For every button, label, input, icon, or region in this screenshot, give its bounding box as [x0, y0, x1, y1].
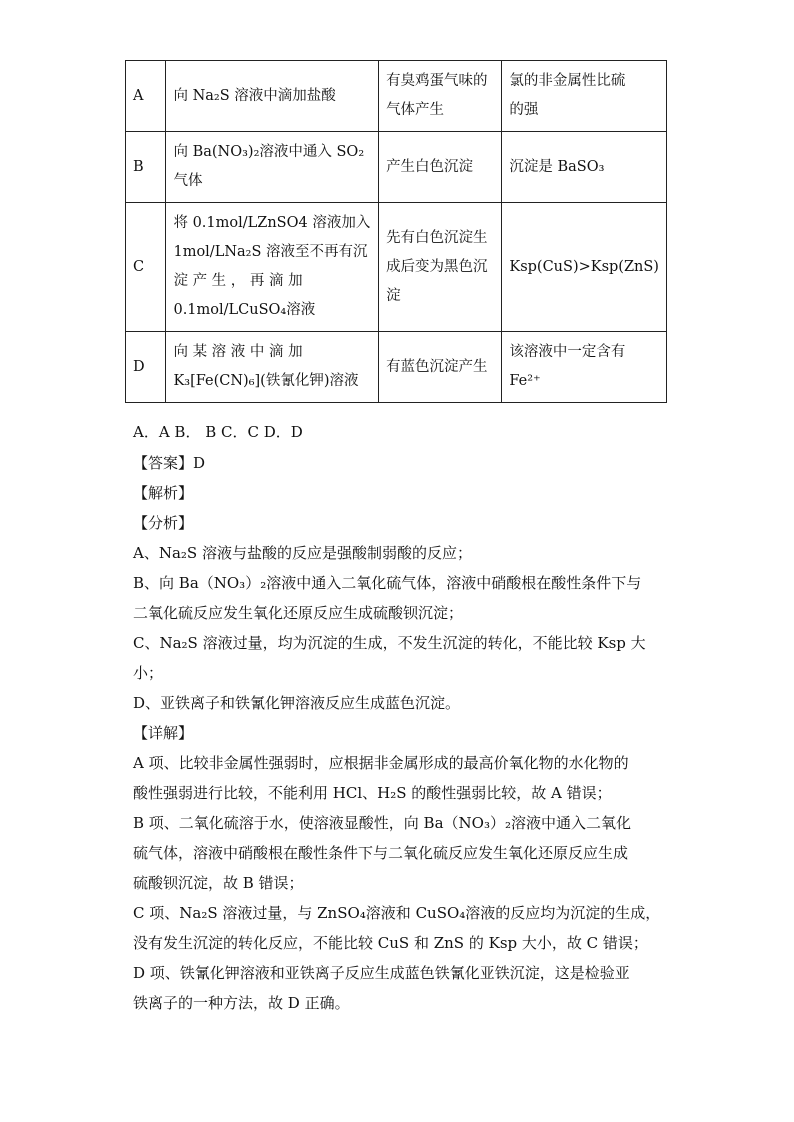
detail-line: B 项、二氧化硫溶于水，使溶液显酸性，向 Ba（NO₃）₂溶液中通入二氧化: [133, 814, 631, 832]
operation-cell-line: 向 Na₂S 溶液中滴加盐酸: [173, 87, 336, 104]
option-label-cell: A: [126, 61, 166, 132]
conclusion-cell-line: 氯的非金属性比硫: [509, 73, 626, 89]
conclusion-cell-line: Fe²⁺: [509, 373, 541, 389]
detail-heading: 【详解】: [133, 724, 194, 742]
analysis-line: 小；: [133, 664, 164, 682]
options-line: A．A B． B C．C D．D: [133, 423, 303, 441]
detail-line: 铁离子的一种方法，故 D 正确。: [133, 994, 350, 1012]
operation-cell-line: 气体: [173, 173, 203, 189]
phenomenon-cell: [379, 332, 502, 403]
analysis-line: A、Na₂S 溶液与盐酸的反应是强酸制弱酸的反应；: [133, 544, 472, 562]
operation-cell-line: 淀 产 生 ， 再 滴 加: [173, 273, 303, 289]
options-block: [133, 417, 673, 447]
detail-line: 没有发生沉淀的转化反应，不能比较 CuS 和 ZnS 的 Ksp 大小，故 C 错误；: [133, 934, 648, 952]
conclusion-cell: [502, 132, 667, 203]
detail-section: [133, 748, 673, 1018]
analysis-line: 二氧化硫反应发生氧化还原反应生成硫酸钡沉淀；: [133, 604, 464, 622]
operation-cell: [166, 132, 379, 203]
conclusion-cell-line: 该溶液中一定含有: [509, 344, 626, 360]
phenomenon-cell: [379, 61, 502, 132]
detail-line: A 项、比较非金属性强弱时，应根据非金属形成的最高价氧化物的水化物的: [133, 754, 629, 772]
conclusion-cell-line: Ksp(CuS)>Ksp(ZnS): [509, 258, 659, 275]
detail-line: C 项、Na₂S 溶液过量，与 ZnSO₄溶液和 CuSO₄溶液的反应均为沉淀的生成，: [133, 904, 661, 922]
operation-cell-line: 1mol/LNa₂S 溶液至不再有沉: [173, 244, 368, 260]
analysis-section: [133, 538, 673, 718]
operation-cell-line: 将 0.1mol/LZnSO4 溶液加入: [173, 215, 371, 231]
conclusion-cell-line: 的强: [509, 102, 539, 118]
operation-cell-line: 向 Ba(NO₃)₂溶液中通入 SO₂: [173, 144, 365, 160]
phenomenon-cell-line: 先有白色沉淀生: [386, 229, 488, 246]
conclusion-cell: [502, 61, 667, 132]
conclusion-cell-line: 沉淀是 BaSO₃: [509, 158, 605, 175]
phenomenon-cell-line: 气体产生: [386, 102, 445, 118]
jiexi-heading: 【解析】: [133, 484, 194, 502]
phenomenon-cell-line: 有蓝色沉淀产生: [386, 358, 488, 375]
answer-line: 【答案】D: [133, 454, 206, 472]
phenomenon-cell-line: 有臭鸡蛋气味的: [386, 73, 488, 89]
operation-cell: [166, 332, 379, 403]
analysis-line: D、亚铁离子和铁氰化钾溶液反应生成蓝色沉淀。: [133, 694, 461, 712]
table-row: [126, 332, 667, 403]
table-row: [126, 203, 667, 332]
analysis-line: C、Na₂S 溶液过量，均为沉淀的生成，不发生沉淀的转化，不能比较 Ksp 大: [133, 634, 646, 652]
answer-block: [133, 448, 673, 1018]
phenomenon-cell-line: 淀: [386, 287, 401, 304]
conclusion-cell: [502, 203, 667, 332]
operation-cell-line: 0.1mol/LCuSO₄溶液: [173, 302, 316, 318]
conclusion-cell: [502, 332, 667, 403]
detail-line: D 项、铁氰化钾溶液和亚铁离子反应生成蓝色铁氰化亚铁沉淀，这是检验亚: [133, 964, 630, 982]
operation-cell-line: 向 某 溶 液 中 滴 加: [173, 344, 303, 360]
question-table-body: [126, 61, 667, 403]
detail-line: 硫气体，溶液中硝酸根在酸性条件下与二氧化硫反应发生氧化还原反应生成: [133, 844, 629, 862]
operation-cell: [166, 61, 379, 132]
operation-cell-line: K₃[Fe(CN)₆](铁氰化钾)溶液: [173, 373, 359, 389]
option-label-cell: B: [126, 132, 166, 203]
analysis-line: B、向 Ba（NO₃）₂溶液中通入二氧化硫气体，溶液中硝酸根在酸性条件下与: [133, 574, 642, 592]
phenomenon-cell: [379, 203, 502, 332]
operation-cell: [166, 203, 379, 332]
phenomenon-cell-line: 产生白色沉淀: [386, 158, 474, 175]
option-label-cell: C: [126, 203, 166, 332]
table-row: [126, 61, 667, 132]
option-label-cell: D: [126, 332, 166, 403]
fenxi-heading: 【分析】: [133, 514, 194, 532]
phenomenon-cell-line: 成后变为黑色沉: [386, 258, 488, 275]
detail-line: 硫酸钡沉淀，故 B 错误；: [133, 874, 304, 892]
detail-line: 酸性强弱进行比较，不能利用 HCl、H₂S 的酸性强弱比较，故 A 错误；: [133, 784, 612, 802]
question-table: [125, 60, 667, 403]
table-row: [126, 132, 667, 203]
phenomenon-cell: [379, 132, 502, 203]
